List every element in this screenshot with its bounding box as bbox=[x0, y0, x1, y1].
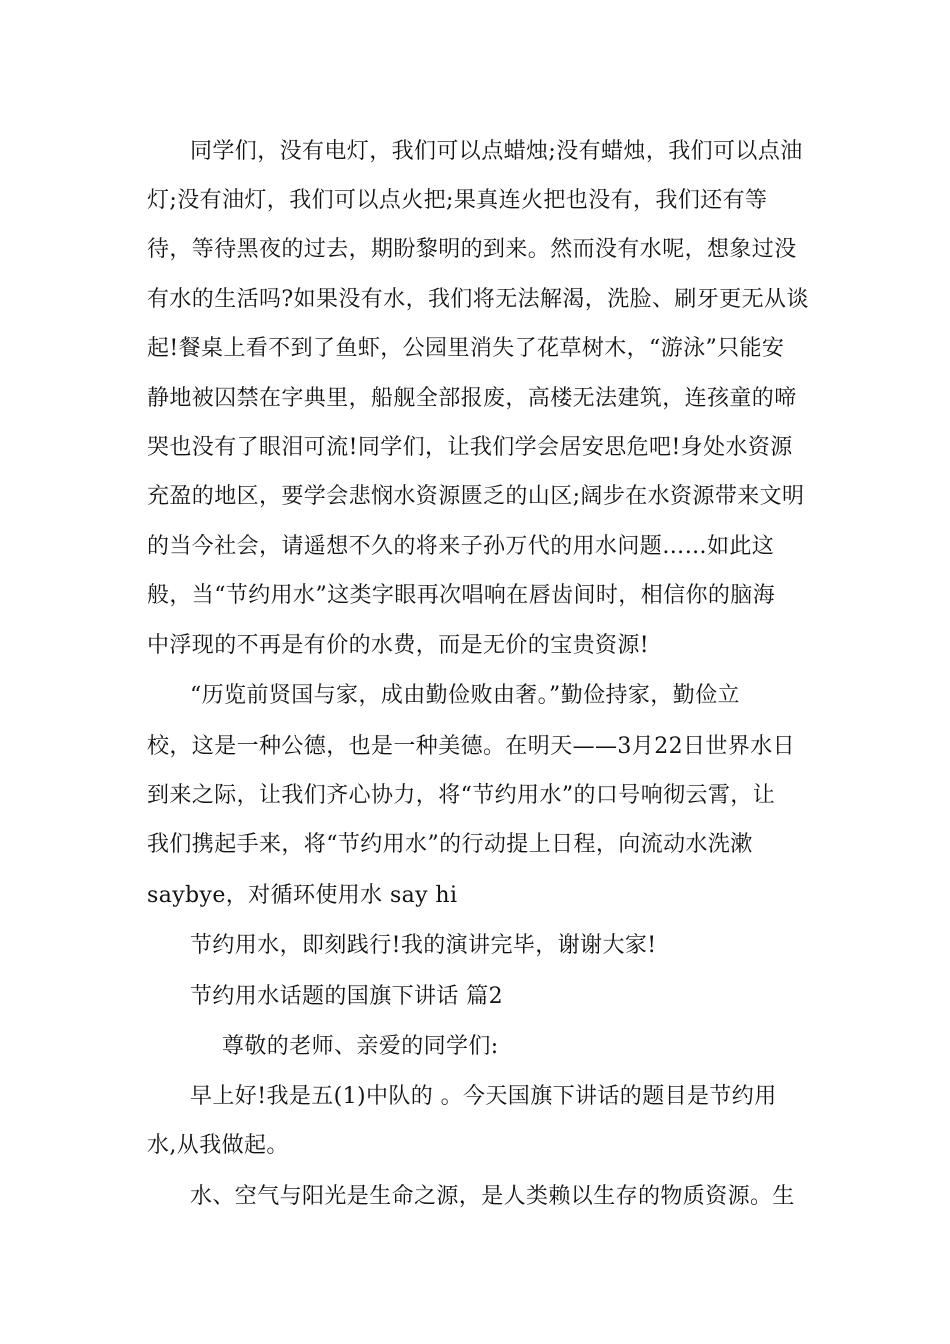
paragraph-1-line-6: 静地被囚禁在字典里，船舰全部报废，高楼无法建筑，连孩童的啼 bbox=[147, 386, 797, 411]
paragraph-2-line-3: 到来之际，让我们齐心协力，将“节约用水”的口号响彻云霄，让 bbox=[147, 783, 776, 808]
paragraph-1-line-10: 般，当“节约用水”这类字眼再次唱响在唇齿间时，相信你的脑海 bbox=[147, 583, 776, 608]
paragraph-1-line-7: 哭也没有了眼泪可流!同学们，让我们学会居安思危吧!身处水资源 bbox=[147, 435, 793, 460]
paragraph-1-line-5: 起!餐桌上看不到了鱼虾，公园里消失了花草树木，“游泳”只能安 bbox=[147, 336, 785, 361]
paragraph-1-line-9: 的当今社会，请遥想不久的将来子孙万代的用水问题……如此这 bbox=[147, 534, 775, 559]
paragraph-1-line-2: 灯;没有油灯，我们可以点火把;果真连火把也没有，我们还有等 bbox=[147, 188, 768, 213]
intro-line-2: 水,从我做起。 bbox=[147, 1133, 289, 1158]
greeting-line: 尊敬的老师、亲爱的同学们: bbox=[222, 1034, 499, 1059]
paragraph-2-line-2: 校，这是一种公德，也是一种美德。在明天——3月22日世界水日 bbox=[147, 734, 795, 759]
intro-line-1: 早上好!我是五(1)中队的 。今天国旗下讲话的题目是节约用 bbox=[190, 1084, 777, 1109]
paragraph-1-line-11: 中浮现的不再是有价的水费，而是无价的宝贵资源! bbox=[147, 633, 650, 658]
paragraph-1-line-3: 待，等待黑夜的过去，期盼黎明的到来。然而没有水呢，想象过没 bbox=[147, 237, 797, 262]
paragraph-2-line-5: saybye，对循环使用水 say hi bbox=[147, 883, 458, 908]
paragraph-2-line-1: “历览前贤国与家，成由勤俭败由奢。”勤俭持家，勤俭立 bbox=[190, 683, 740, 708]
section-title: 节约用水话题的国旗下讲话 篇2 bbox=[190, 984, 503, 1009]
paragraph-2-line-4: 我们携起手来，将“节约用水”的行动提上日程，向流动水洗漱 bbox=[147, 832, 753, 857]
paragraph-1-line-4: 有水的生活吗?如果没有水，我们将无法解渴，洗脸、刷牙更无从谈 bbox=[147, 287, 809, 312]
paragraph-3-line-1: 水、空气与阳光是生命之源，是人类赖以生存的物质资源。生 bbox=[190, 1184, 795, 1209]
paragraph-1-line-8: 充盈的地区，要学会悲悯水资源匮乏的山区;阔步在水资源带来文明 bbox=[147, 484, 805, 509]
paragraph-1-line-1: 同学们，没有电灯，我们可以点蜡烛;没有蜡烛，我们可以点油 bbox=[190, 139, 803, 164]
closing-line: 节约用水，即刻践行!我的演讲完毕，谢谢大家! bbox=[190, 933, 657, 958]
